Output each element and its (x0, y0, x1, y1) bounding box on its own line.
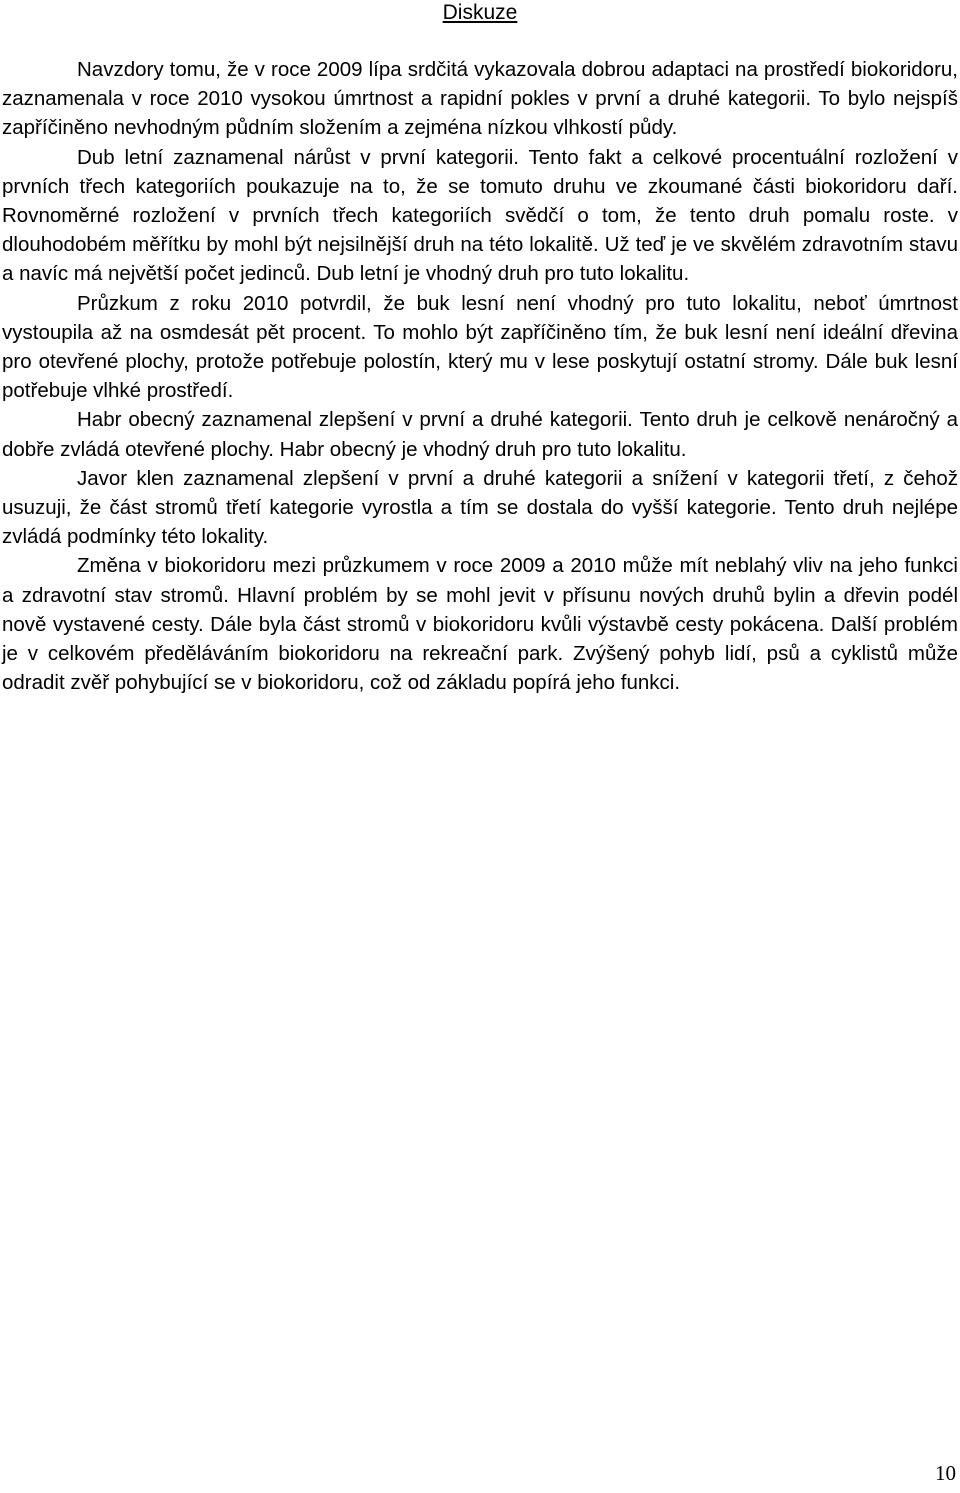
page-title: Diskuze (442, 1, 518, 24)
paragraph-oak: Dub letní zaznamenal nárůst v první kategorii. Tento fakt a celkové procentuální rozložení v prvních třech kategoriích poukazuje na to, že se tomuto druhu ve zkoumané části biokoridoru daří. Rovnoměrné rozložení v prvních třech kategoriích svědčí o tom, že tento druh pomalu roste. v dlouhodobém měřítku by mohl být nejsilnější druh na této lokalitě. Už teď je ve skvělém zdravotním stavu a navíc má největší počet jedinců. Dub letní je vhodný druh pro tuto lokalitu. (2, 145, 958, 286)
paragraph-linden: Navzdory tomu, že v roce 2009 lípa srdčitá vykazovala dobrou adaptaci na prostředí biokoridoru, zaznamenala v roce 2010 vysokou úmrtnost a rapidní pokles v první a druhé kategorii. To bylo nejspíš zapříčiněno nevhodným půdním složením a zejména nízkou vlhkostí půdy. (2, 58, 958, 140)
page-number: 10 (935, 1461, 956, 1485)
document-body (2, 55, 958, 697)
paragraph-beech: Průzkum z roku 2010 potvrdil, že buk lesní není vhodný pro tuto lokalitu, neboť úmrtnost vystoupila až na osmdesát pět procent. To mohlo být zapříčiněno tím, že buk lesní není ideální dřevina pro otevřené plochy, protože potřebuje polostín, který mu v lese poskytují ostatní stromy. Dále buk lesní potřebuje vlhké prostředí. (2, 291, 958, 403)
paragraph-corridor-change: Změna v biokoridoru mezi průzkumem v roce 2009 a 2010 může mít neblahý vliv na jeho funkci a zdravotní stav stromů. Hlavní problém by se mohl jevit v přísunu nových druhů bylin a dřevin podél nově vystavené cesty. Dále byla část stromů v biokoridoru kvůli výstavbě cesty pokácena. Další problém je v celkovém předěláváním biokoridoru na rekreační park. Zvýšený pohyb lidí, psů a cyklistů může odradit zvěř pohybující se v biokoridoru, což od základu popírá jeho funkci. (2, 554, 958, 695)
paragraph-maple: Javor klen zaznamenal zlepšení v první a druhé kategorii a snížení v kategorii třetí, z čehož usuzuji, že část stromů třetí kategorie vyrostla a tím se dostala do vyšší kategorie. Tento druh nejlépe zvládá podmínky této lokality. (2, 466, 958, 549)
paragraph-hornbeam: Habr obecný zaznamenal zlepšení v první a druhé kategorii. Tento druh je celkově nenáročný a dobře zvládá otevřené plochy. Habr obecný je vhodný druh pro tuto lokalitu. (2, 408, 958, 461)
